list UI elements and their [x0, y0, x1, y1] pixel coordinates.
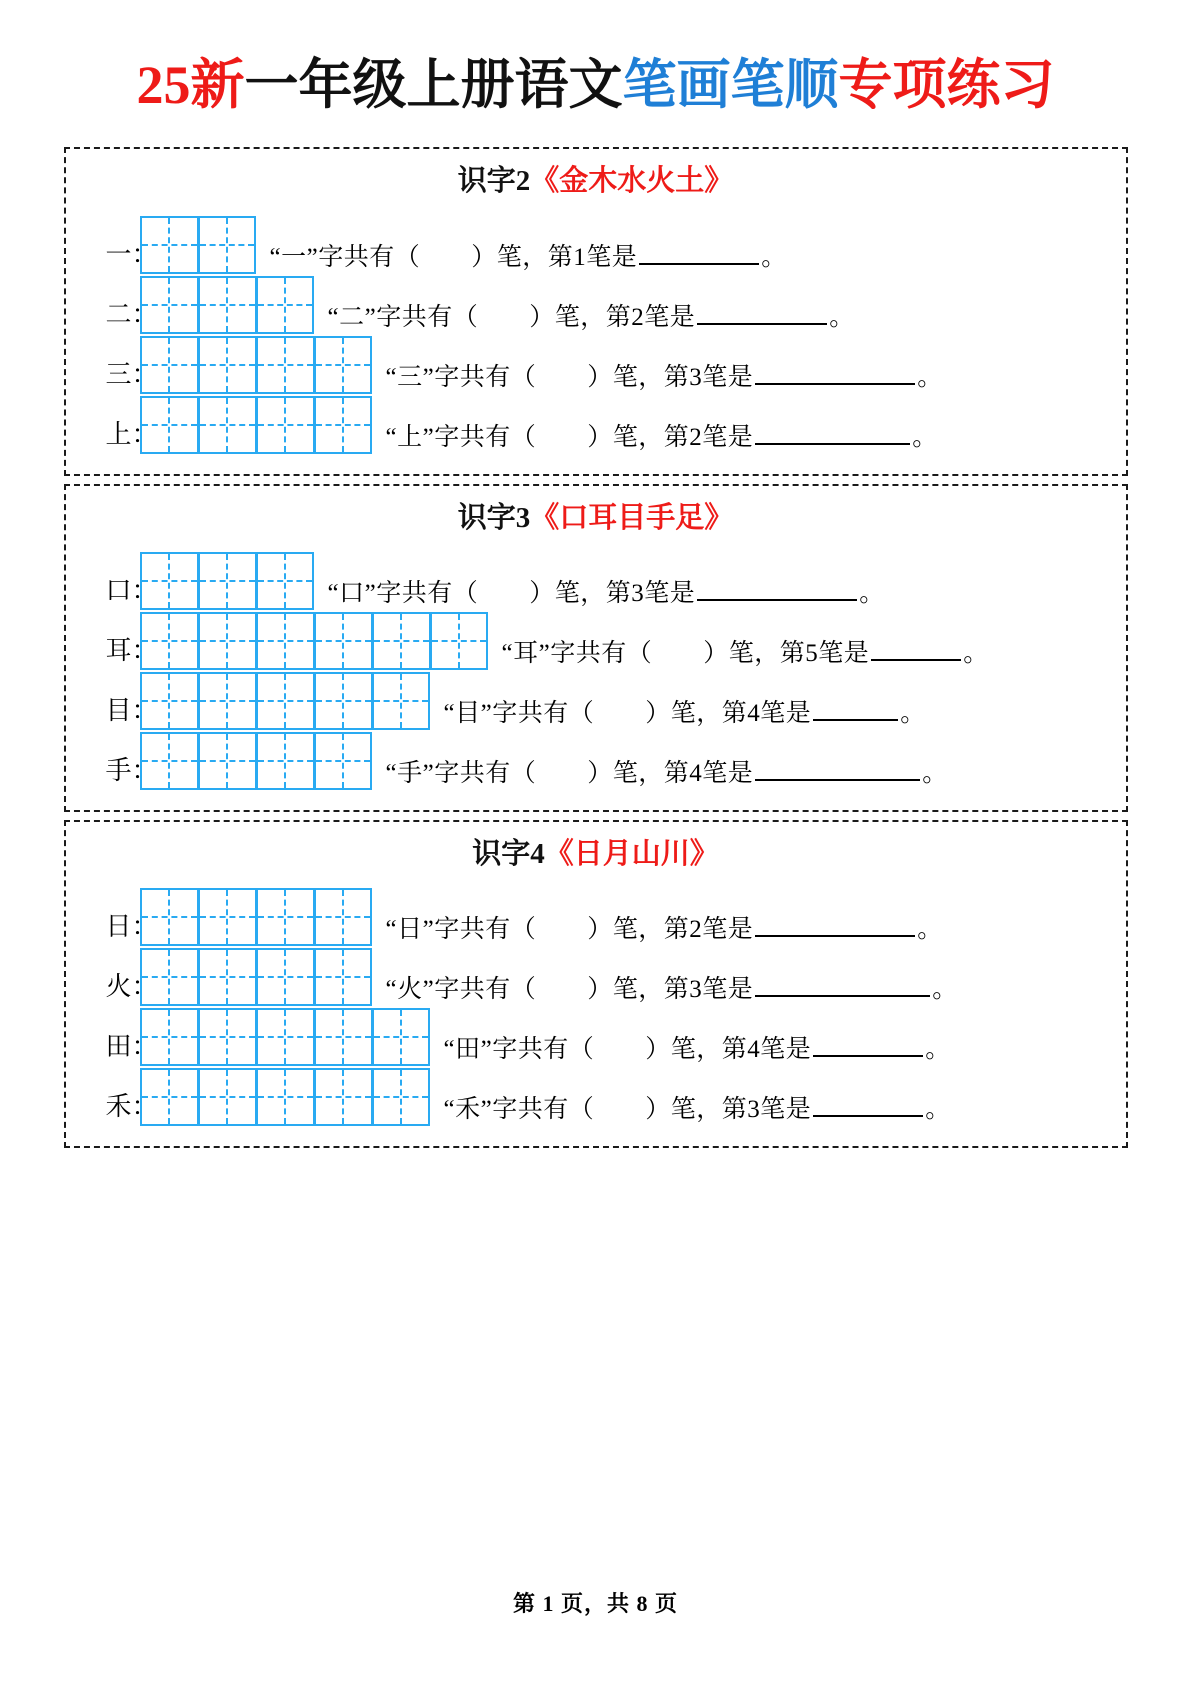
tianzige-cell[interactable]: [256, 552, 314, 610]
tianzige-cell[interactable]: [140, 1068, 198, 1126]
character-label: 火：: [105, 972, 158, 1002]
character-label: 目：: [105, 695, 158, 725]
tianzige-cell[interactable]: [140, 336, 198, 394]
question-row: [82, 612, 1110, 670]
tianzige-grid[interactable]: [140, 552, 314, 610]
question-end-mark: 。: [900, 699, 926, 727]
tianzige-cell[interactable]: [198, 612, 256, 670]
question-prompt: “日”字共有（ ）笔，第2笔是: [385, 916, 754, 944]
tianzige-grid[interactable]: [140, 612, 488, 670]
tianzige-grid[interactable]: [140, 396, 372, 454]
question-prompt: “口”字共有（ ）笔，第3笔是: [327, 579, 696, 607]
tianzige-cell[interactable]: [314, 888, 372, 946]
question-row: [82, 552, 1110, 610]
tianzige-grid[interactable]: [140, 1008, 430, 1066]
character-label: 二：: [105, 299, 158, 329]
tianzige-cell[interactable]: [140, 396, 198, 454]
tianzige-cell[interactable]: [314, 336, 372, 394]
tianzige-grid[interactable]: [140, 336, 372, 394]
tianzige-cell[interactable]: [314, 948, 372, 1006]
question-row: [82, 672, 1110, 730]
tianzige-cell[interactable]: [372, 612, 430, 670]
tianzige-cell[interactable]: [140, 948, 198, 1006]
character-label: 耳：: [105, 635, 158, 665]
character-label: 一：: [105, 239, 158, 269]
tianzige-cell[interactable]: [140, 888, 198, 946]
section-3: [64, 820, 1128, 1148]
tianzige-cell[interactable]: [198, 396, 256, 454]
tianzige-grid[interactable]: [140, 888, 372, 946]
question-text: [314, 573, 1110, 610]
title-part-topic: 笔画笔顺: [622, 55, 839, 115]
question-end-mark: 。: [963, 639, 989, 667]
question-text: [372, 969, 1110, 1006]
question-row: [82, 888, 1110, 946]
question-prompt: “一”字共有（ ）笔，第1笔是: [269, 243, 638, 271]
question-end-mark: 。: [917, 916, 943, 944]
tianzige-cell[interactable]: [140, 1008, 198, 1066]
question-prompt: “三”字共有（ ）笔，第3笔是: [385, 363, 754, 391]
section-2: [64, 484, 1128, 812]
question-end-mark: 。: [932, 976, 958, 1004]
tianzige-cell[interactable]: [256, 1008, 314, 1066]
question-row: [82, 732, 1110, 790]
worksheet-sections: [64, 125, 1128, 1148]
answer-blank[interactable]: [697, 296, 827, 324]
tianzige-cell[interactable]: [314, 1008, 372, 1066]
question-row: [82, 1068, 1110, 1126]
tianzige-grid[interactable]: [140, 732, 372, 790]
tianzige-cell[interactable]: [256, 1068, 314, 1126]
question-row: [82, 948, 1110, 1006]
question-prompt: “目”字共有（ ）笔，第4笔是: [443, 699, 812, 727]
answer-blank[interactable]: [639, 236, 759, 264]
answer-blank[interactable]: [755, 416, 910, 444]
tianzige-grid[interactable]: [140, 948, 372, 1006]
tianzige-grid[interactable]: [140, 216, 256, 274]
character-label: 日：: [105, 912, 158, 942]
question-row: [82, 336, 1110, 394]
question-end-mark: 。: [925, 1036, 951, 1064]
question-end-mark: 。: [922, 759, 948, 787]
character-label: 口：: [105, 575, 158, 605]
section-book-title: 《日月山川》: [544, 837, 719, 870]
question-prompt: “耳”字共有（ ）笔，第5笔是: [501, 639, 870, 667]
tianzige-cell[interactable]: [140, 672, 198, 730]
section-1: [64, 147, 1128, 475]
title-part-grade: 一年级上册语文: [244, 55, 623, 115]
tianzige-cell[interactable]: [198, 732, 256, 790]
tianzige-cell[interactable]: [140, 552, 198, 610]
character-label: 三：: [105, 359, 158, 389]
question-text: [372, 356, 1110, 393]
tianzige-cell[interactable]: [198, 948, 256, 1006]
question-row: [82, 216, 1110, 274]
tianzige-cell[interactable]: [198, 552, 256, 610]
question-text: [314, 296, 1110, 333]
tianzige-cell[interactable]: [430, 612, 488, 670]
tianzige-cell[interactable]: [314, 672, 372, 730]
character-label: 手：: [105, 755, 158, 785]
title-part-practice: 专项练习: [838, 55, 1055, 115]
question-text: [430, 1089, 1110, 1126]
tianzige-cell[interactable]: [256, 888, 314, 946]
tianzige-cell[interactable]: [198, 276, 256, 334]
tianzige-cell[interactable]: [198, 672, 256, 730]
question-prompt: “二”字共有（ ）笔，第2笔是: [327, 303, 696, 331]
question-prompt: “田”字共有（ ）笔，第4笔是: [443, 1036, 812, 1064]
question-end-mark: 。: [859, 579, 885, 607]
question-prompt: “上”字共有（ ）笔，第2笔是: [385, 423, 754, 451]
tianzige-cell[interactable]: [314, 1068, 372, 1126]
tianzige-grid[interactable]: [140, 1068, 430, 1126]
question-text: [256, 236, 1110, 273]
section-number: 识字3: [457, 501, 531, 534]
tianzige-cell[interactable]: [372, 1008, 430, 1066]
tianzige-cell[interactable]: [140, 612, 198, 670]
answer-blank[interactable]: [697, 573, 857, 601]
page-title: [0, 56, 1191, 115]
section-heading: [82, 163, 1110, 199]
tianzige-cell[interactable]: [198, 216, 256, 274]
question-text: [430, 693, 1110, 730]
question-text: [372, 909, 1110, 946]
question-rows: [82, 542, 1110, 790]
question-row: [82, 396, 1110, 454]
title-part-new: 25新: [136, 55, 245, 115]
section-number: 识字4: [472, 837, 545, 870]
answer-blank[interactable]: [755, 753, 920, 781]
tianzige-cell[interactable]: [314, 732, 372, 790]
tianzige-cell[interactable]: [198, 336, 256, 394]
tianzige-cell[interactable]: [314, 396, 372, 454]
answer-blank[interactable]: [813, 1029, 923, 1057]
question-end-mark: 。: [917, 363, 943, 391]
tianzige-cell[interactable]: [256, 396, 314, 454]
question-end-mark: 。: [829, 303, 855, 331]
question-rows: [82, 878, 1110, 1126]
question-text: [430, 1029, 1110, 1066]
page-footer: 第 1 页，共 8 页: [512, 1591, 678, 1616]
question-text: [372, 416, 1110, 453]
character-label: 上：: [105, 419, 158, 449]
character-label: 禾：: [105, 1092, 158, 1122]
tianzige-cell[interactable]: [372, 672, 430, 730]
tianzige-cell[interactable]: [256, 672, 314, 730]
answer-blank[interactable]: [755, 356, 915, 384]
section-book-title: 《口耳目手足》: [530, 501, 734, 534]
answer-blank[interactable]: [871, 633, 961, 661]
tianzige-cell[interactable]: [140, 216, 198, 274]
section-number: 识字2: [457, 165, 531, 198]
section-heading: [82, 500, 1110, 536]
tianzige-cell[interactable]: [256, 732, 314, 790]
tianzige-grid[interactable]: [140, 276, 314, 334]
tianzige-cell[interactable]: [198, 1008, 256, 1066]
answer-blank[interactable]: [813, 1089, 923, 1117]
tianzige-cell[interactable]: [256, 276, 314, 334]
tianzige-cell[interactable]: [256, 948, 314, 1006]
section-heading: [82, 836, 1110, 872]
question-row: [82, 276, 1110, 334]
question-prompt: “手”字共有（ ）笔，第4笔是: [385, 759, 754, 787]
answer-blank[interactable]: [755, 969, 930, 997]
question-rows: [82, 206, 1110, 454]
answer-blank[interactable]: [813, 693, 898, 721]
question-prompt: “禾”字共有（ ）笔，第3笔是: [443, 1096, 812, 1124]
tianzige-cell[interactable]: [314, 612, 372, 670]
question-end-mark: 。: [761, 243, 787, 271]
question-end-mark: 。: [912, 423, 938, 451]
tianzige-cell[interactable]: [256, 612, 314, 670]
question-prompt: “火”字共有（ ）笔，第3笔是: [385, 976, 754, 1004]
tianzige-cell[interactable]: [140, 276, 198, 334]
question-end-mark: 。: [925, 1096, 951, 1124]
page-title-wrap: [0, 0, 1191, 125]
tianzige-cell[interactable]: [198, 1068, 256, 1126]
answer-blank[interactable]: [755, 909, 915, 937]
question-text: [488, 633, 1110, 670]
section-book-title: 《金木水火土》: [530, 165, 734, 198]
question-row: [82, 1008, 1110, 1066]
tianzige-cell[interactable]: [198, 888, 256, 946]
question-text: [372, 753, 1110, 790]
tianzige-cell[interactable]: [140, 732, 198, 790]
tianzige-cell[interactable]: [372, 1068, 430, 1126]
character-label: 田：: [105, 1032, 158, 1062]
tianzige-grid[interactable]: [140, 672, 430, 730]
tianzige-cell[interactable]: [256, 336, 314, 394]
